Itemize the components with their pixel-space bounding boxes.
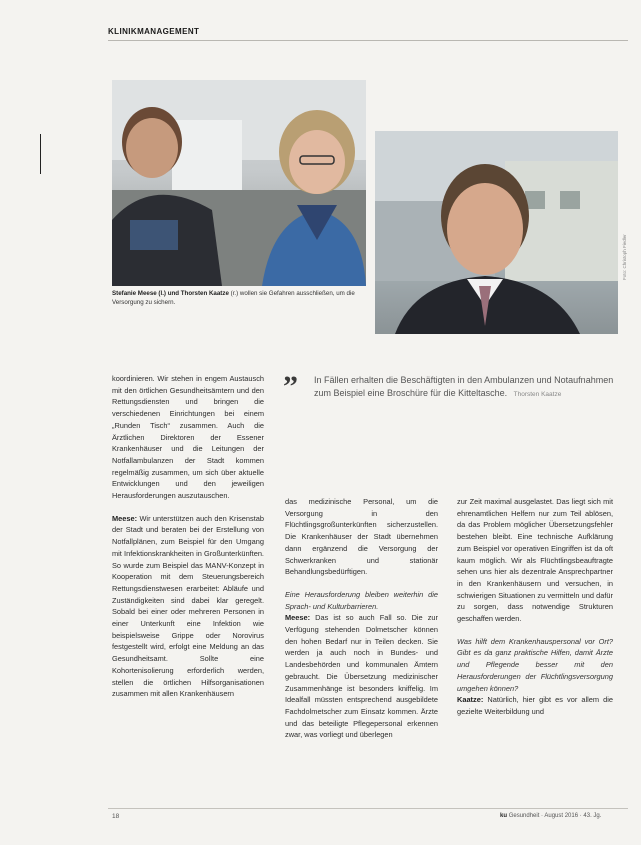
quote-mark-icon: ” — [283, 370, 298, 403]
pull-quote-author: Thorsten Kaatze — [513, 391, 562, 398]
caption-text: (r.) wollen sie Gefahren ausschließen, um die Versorgung zu sichern. — [112, 290, 355, 306]
speaker-label: Meese: — [112, 513, 138, 523]
caption-names: Stefanie Meese (l.) und Thorsten Kaatze — [112, 290, 229, 297]
footer-brand: ku — [500, 813, 508, 819]
photo-right-illustration — [375, 131, 618, 334]
photo-portrait — [375, 131, 618, 334]
col2-paragraph-1: das medizinische Personal, um die Versorgung in den Flüchtlingsgroßunterkünften sicherzustellen. Die Krankenhäuser der Stadt übernehmen dann ergänzend die Versorgung der Schwerkranken und stationär Behandlungsbedürftigen. — [285, 497, 438, 577]
col1-paragraph-2 — [112, 513, 264, 700]
speaker-label: Kaatze: — [457, 695, 484, 705]
pull-quote-text: In Fällen erhalten die Beschäftigten in den Ambulanzen und Notaufnahmen zum Beispiel eine Broschüre für die Kitteltasche. — [314, 375, 614, 398]
col2-paragraph-2 — [285, 612, 438, 741]
footer-issue — [500, 813, 601, 819]
col3-question: Was hilft dem Krankenhauspersonal vor Ort? Gibt es da ganz praktische Hilfen, damit Ärzte und Pflegende besser mit den Herausforderungen der Flüchtlingsversorgung umgehen können? — [457, 636, 613, 693]
section-rule — [108, 40, 628, 41]
col1-paragraph-1: koordinieren. Wir stehen in engem Austausch mit den örtlichen Gesundheitsämtern und den Rettungsdiensten und bringen die verschiedenen Einrichtungen bei einem „Runden Tisch“ zusammen. Auch die Ärztlichen Direktoren der Essener Krankenhäuser und die Leitungen der Notfallambulanzen der Stadt kommen regelmäßig zusammen, um sich über aktuelle Entwicklungen und den jeweiligen Herausforderungen auszutauschen. — [112, 374, 264, 501]
col1-paragraph-2-text: Wir unterstützen auch den Krisenstab der Stadt und beraten bei der Erstellung von Notfallplänen, zum Beispiel für den Umgang mit Infektionskrankheiten in Großunterkünften. So wurde zum Beispiel das MANV-Konzept in Kooperation mit dem Steuerungsbereich Rettungsdienstwesen erarbeitet: Abläufe und Zuständigkeiten sind dabei klar geregelt. Sobald bei einer oder mehreren Personen in einer Unterkunft eine Infektion wie beispielsweise Grippe oder Norovirus festgestellt wird, erfolgt eine Meldung an das Gesundheitsamt. Sollte eine Kohortenisolierung erforderlich werden, stellen die örtlichen Hilfsorganisationen zusammen mit allen Krankenhäusern — [112, 513, 264, 699]
photo-credit: Foto: Christoph Fiedler — [622, 234, 627, 280]
photo-left-illustration — [112, 80, 366, 286]
text-column-3 — [457, 496, 613, 718]
col3-paragraph-2-text: Natürlich, hier gibt es vor allem die gezielte Weiterbildung und — [457, 695, 613, 716]
pull-quote — [314, 374, 614, 401]
col2-question: Eine Herausforderung bleiben weiterhin die Sprach- und Kulturbarrieren. — [285, 589, 438, 611]
footer-rule — [108, 808, 628, 809]
text-column-2 — [285, 496, 438, 741]
photo-caption — [112, 290, 366, 307]
col3-paragraph-1: zur Zeit maximal ausgelastet. Das liegt sich mit ehrenamtlichen Helfern nur zum Teil ablösen, da das Problem möglicher Übersetzungsfehler bestehen bleibt. Eine technische Aufklärung zum Beispiel vor operativen Eingriffen ist da oft kaum möglich. Wir als Flüchtlingsbeauftragte sehen uns hier als dezentrale Ansprechpartner in den Krankenhäusern und versuchen, in schwierigen Situationen zu vermitteln und dafür zu sorgen, dass notwendige Strukturen geschaffen werden. — [457, 497, 613, 624]
col3-paragraph-2 — [457, 694, 613, 717]
text-column-1 — [112, 373, 264, 700]
col2-paragraph-2-text: Das ist so auch Fall so. Die zur Verfügung stehenden Dolmetscher können den hohen Bedarf nur in Teilen decken. Sie werden ja auch noch in Bundes- und Landesbehörden und kommunalen Ämtern gebraucht. Die Übersetzung medizinischer Zusammenhänge ist besonders kniffelig. Im Idealfall müssten entsprechend ausgebildete Fachdolmetscher zum Einsatz kommen. Ärzte und das beteiligte Pflegepersonal erkennen zwar, was vorliegt und überlegen — [285, 613, 438, 740]
margin-mark — [40, 134, 41, 174]
speaker-label: Meese: — [285, 613, 311, 623]
page-number: 18 — [112, 813, 120, 820]
photo-meese-kaatze — [112, 80, 366, 286]
footer-issue-text: Gesundheit · August 2016 · 43. Jg. — [508, 813, 602, 819]
section-label: KLINIKMANAGEMENT — [108, 27, 200, 36]
